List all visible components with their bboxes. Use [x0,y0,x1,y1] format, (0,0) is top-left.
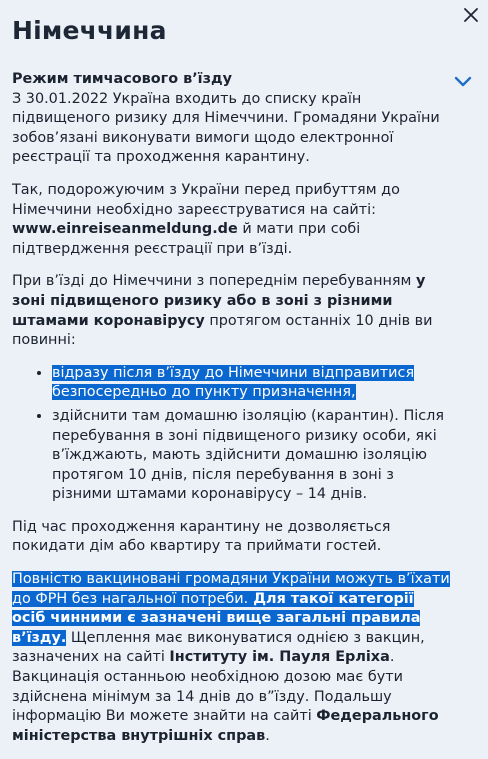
close-button[interactable] [460,4,482,26]
close-icon [464,8,478,22]
vaccination-text-2: . Вакцинація останньою необхідною дозою має бути здійснена мінімум за 14 днів до в”їзду. Подальшу інформацію Ви можете знайти на сайті [12,649,403,725]
list-item [52,407,452,505]
vaccination-text: Щеплення має виконуватися однією з вакцин, зазначених на сайті [12,629,425,666]
paragraph-intro: З 30.01.2022 Україна входить до списку країн підвищеного ризику для Німеччини. Громадяни України зобов’язані виконувати вимоги щодо електронної реєстрації та проходження карантину. [12,90,440,166]
chevron-down-icon [453,75,473,89]
section-content [12,70,452,759]
vaccination-highlight-bold: Для такої категорії осіб чинними є зазначені вище загальні правила в’їзду. [12,590,421,646]
paragraph-quarantine: Під час проходження карантину не дозволяється покидати дім або квартиру та приймати гостей. [12,518,391,555]
paragraph-registration [12,181,452,259]
paul-ehrlich-institute-link[interactable]: Інституту ім. Пауля Ерліха [169,649,390,666]
section-toggle-button[interactable] [453,74,473,88]
einreiseanmeldung-link[interactable]: www.einreiseanmeldung.de [12,221,238,238]
list-item-text: відразу після в’їзду до Німеччини відправитися безпосередньо до пункту призначення, [52,364,415,401]
list-item-text: здійснити там домашню ізоляцію (карантин). Після перебування в зоні підвищеного ризику особи, які в’їжджають, мають здійснити домашню ізоляцію протягом 10 днів, після перебування в зоні з різними штамами коронавірусу – 14 днів. [52,407,445,503]
registration-text: Так, подорожуючим з України перед прибуттям до Німеччини необхідно зареєструватися на сайті: [12,181,400,218]
requirements-text: При в’їзді до Німеччини з попереднім перебуванням [12,273,416,290]
vaccination-highlight: Повністю вакциновані громадяни України можуть в’їхати до ФРН без нагальної потреби. [12,571,450,607]
interior-ministry-link[interactable]: Федерального міністерства внутрішніх справ [12,708,439,744]
paragraph-requirements [12,272,452,350]
risk-zone-text: у зоні підвищеного ризику або в зоні з різними штамами коронавірусу [12,273,426,329]
requirements-list [12,364,452,505]
requirements-text-end: протягом останніх 10 днів ви повинні: [12,312,433,349]
list-item [52,364,452,403]
section-title: Режим тимчасового в’їзду [12,71,232,87]
registration-text-end: й мати при собі підтвердження реєстрації при в’їзді. [12,221,361,257]
page-title: Німеччина [12,16,167,45]
paragraph-vaccination [12,570,452,746]
vaccination-text-end: . [265,727,270,744]
